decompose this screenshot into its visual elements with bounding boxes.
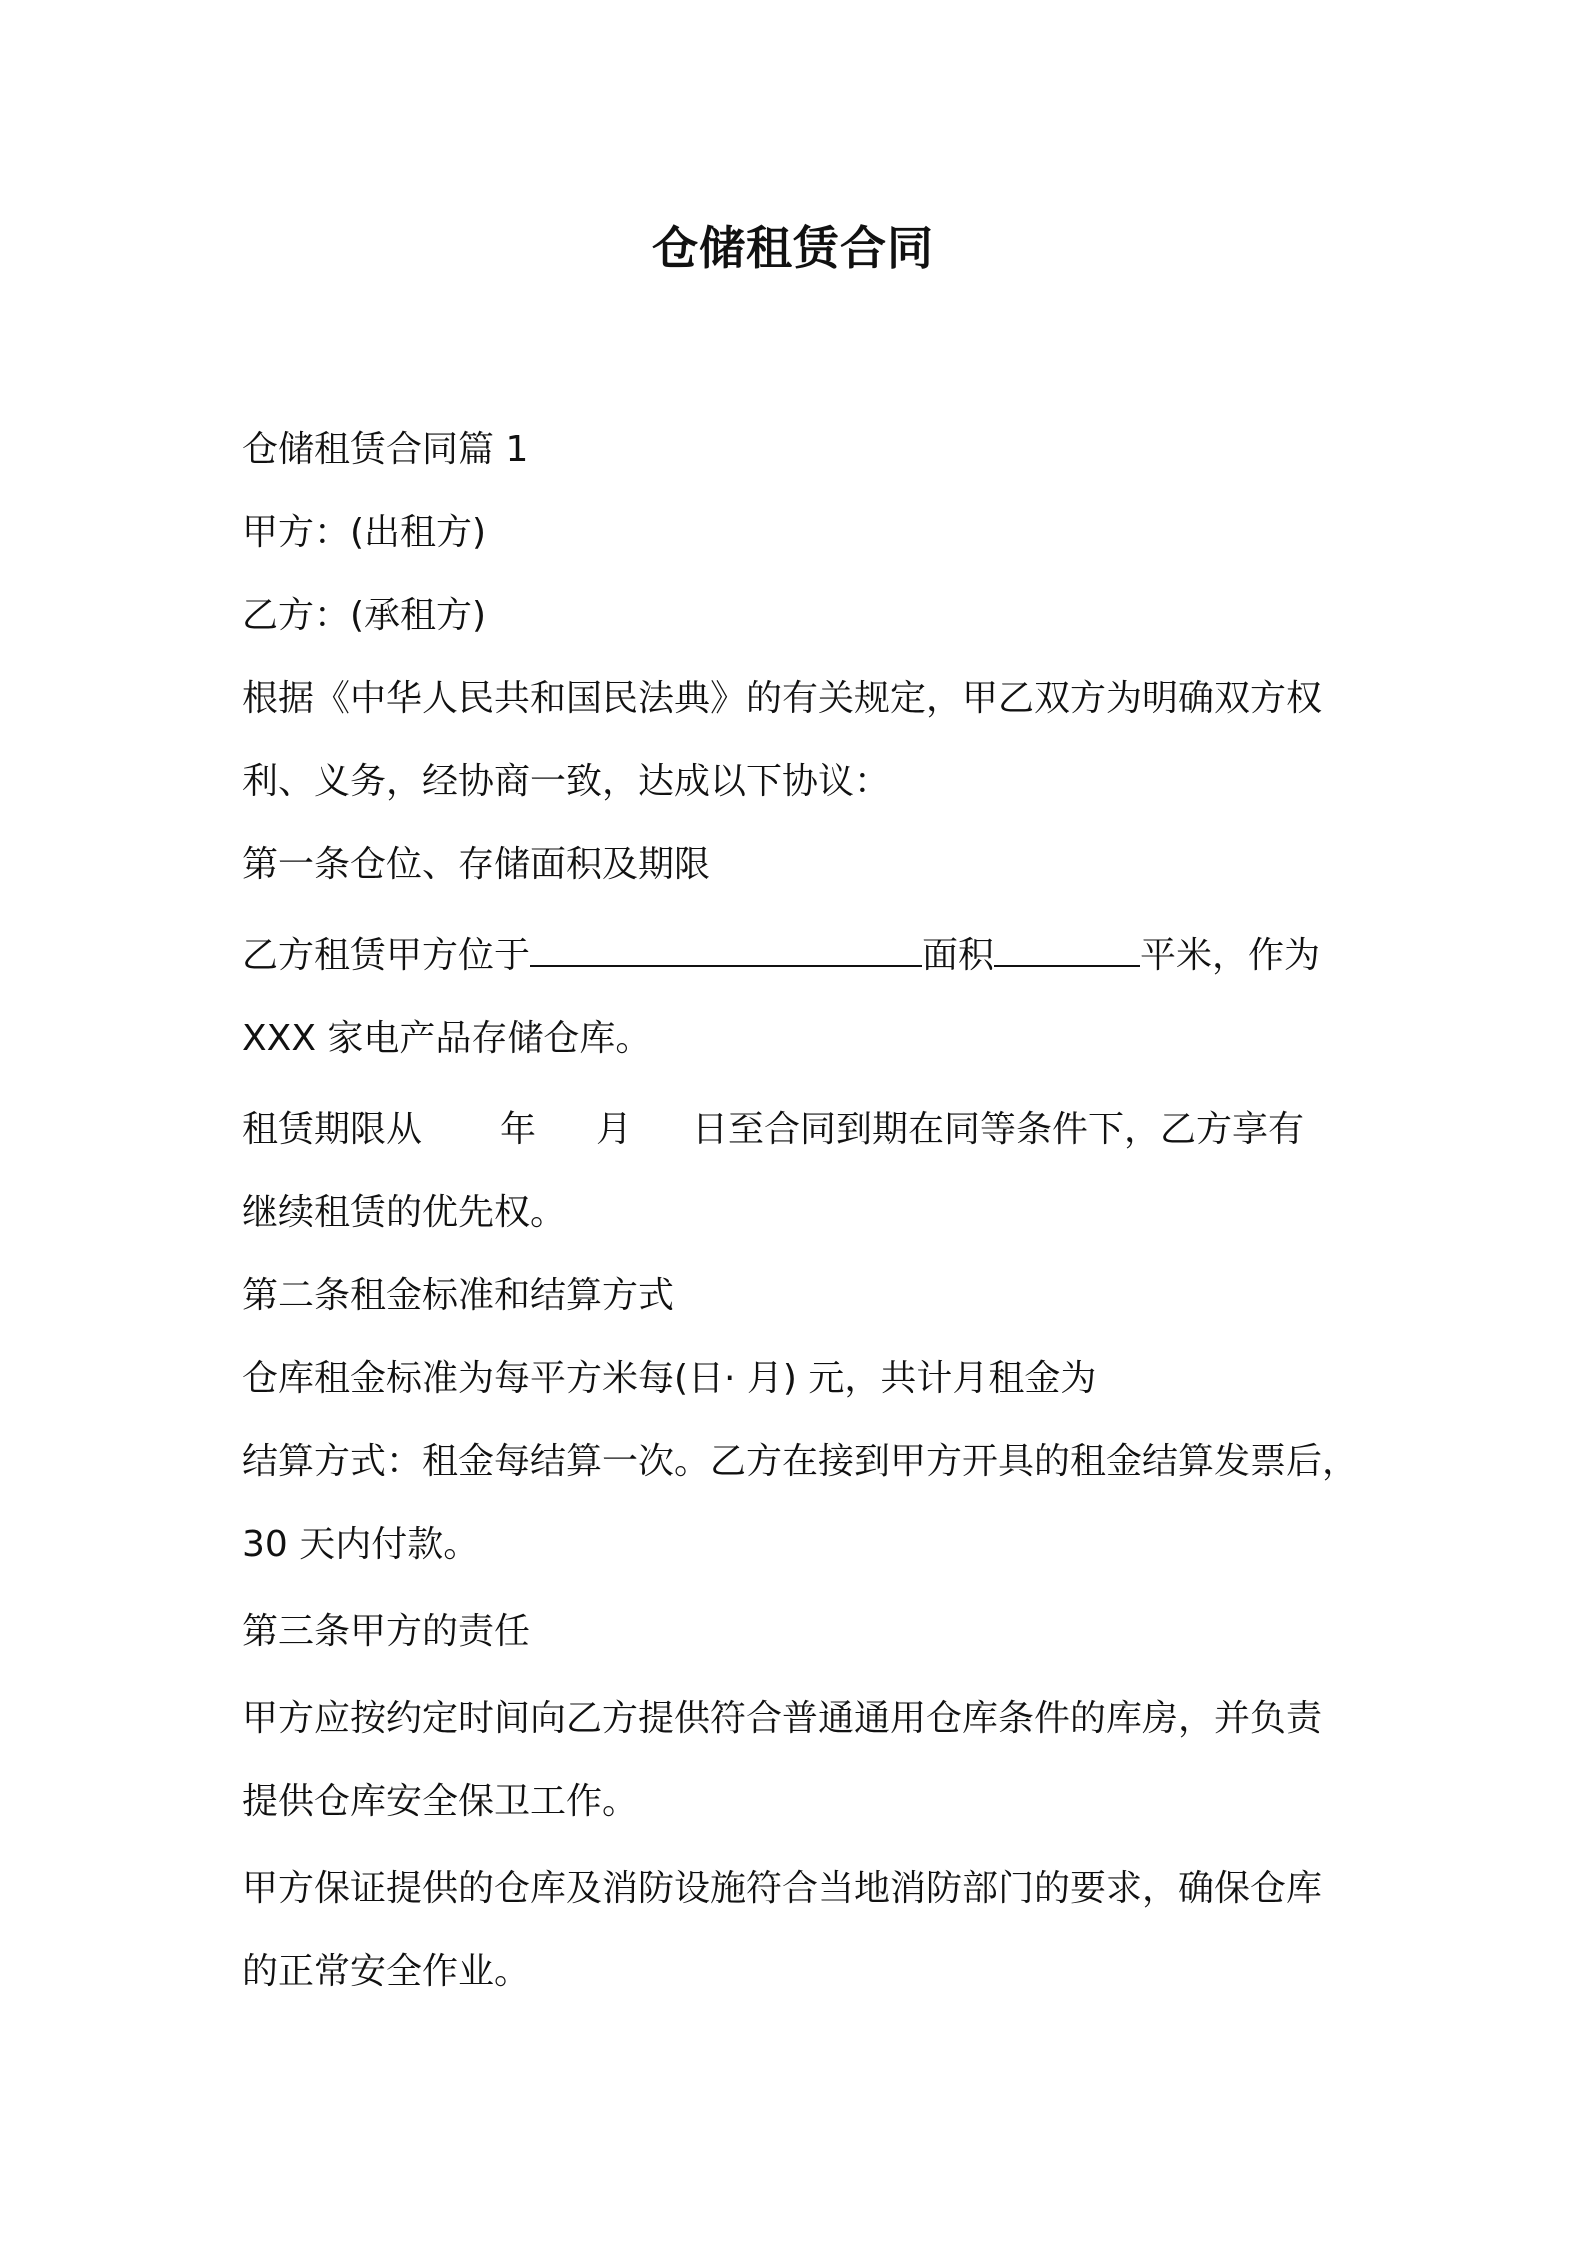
preamble-line-1: 根据《中华人民共和国民法典》的有关规定，甲乙双方为明确双方权: [242, 678, 1323, 719]
lease-term-prefix: 租赁期限从: [242, 1109, 423, 1150]
article-1-purpose-line: XXX 家电产品存储仓库。: [242, 1018, 652, 1059]
party-b-line: 乙方：(承租方): [242, 595, 487, 636]
rent-standard-line: 仓库租金标准为每平方米每(日· 月) 元，共计月租金为: [242, 1358, 1097, 1399]
document-body: [242, 408, 1359, 2013]
article-1-location-line: [242, 914, 1352, 997]
month-label: 月: [596, 1109, 633, 1150]
location-blank: [530, 935, 922, 967]
document-title: 仓储租赁合同: [652, 221, 934, 275]
year-label: 年: [500, 1109, 537, 1150]
party-a-duty-line-1: 甲方应按约定时间向乙方提供符合普通通用仓库条件的库房，并负责: [242, 1698, 1323, 1739]
section-heading: 仓储租赁合同篇 1: [242, 429, 529, 470]
area-suffix: 平米，作为: [1140, 935, 1321, 976]
article-2-heading: 第二条租金标准和结算方式: [242, 1275, 675, 1316]
party-a-duty-line-4: 的正常安全作业。: [242, 1951, 531, 1992]
lease-term-suffix: 日至合同到期在同等条件下，乙方享有: [692, 1109, 1305, 1150]
article-3-heading: 第三条甲方的责任: [242, 1611, 531, 1652]
party-a-duty-line-2: 提供仓库安全保卫工作。: [242, 1781, 639, 1822]
area-label: 面积: [922, 935, 995, 976]
priority-right-line: 继续租赁的优先权。: [242, 1192, 567, 1233]
preamble-line-2: 利、义务，经协商一致，达成以下协议：: [242, 761, 891, 802]
settlement-line-1: 结算方式：租金每结算一次。乙方在接到甲方开具的租金结算发票后，: [242, 1441, 1359, 1482]
party-a-line: 甲方：(出租方): [242, 512, 487, 553]
settlement-line-2: 30 天内付款。: [242, 1524, 480, 1565]
party-a-duty-line-3: 甲方保证提供的仓库及消防设施符合当地消防部门的要求，确保仓库: [242, 1868, 1323, 1909]
location-prefix: 乙方租赁甲方位于: [242, 935, 531, 976]
area-blank: [994, 935, 1140, 967]
lease-term-line: [242, 1088, 1352, 1171]
article-1-heading: 第一条仓位、存储面积及期限: [242, 844, 711, 885]
